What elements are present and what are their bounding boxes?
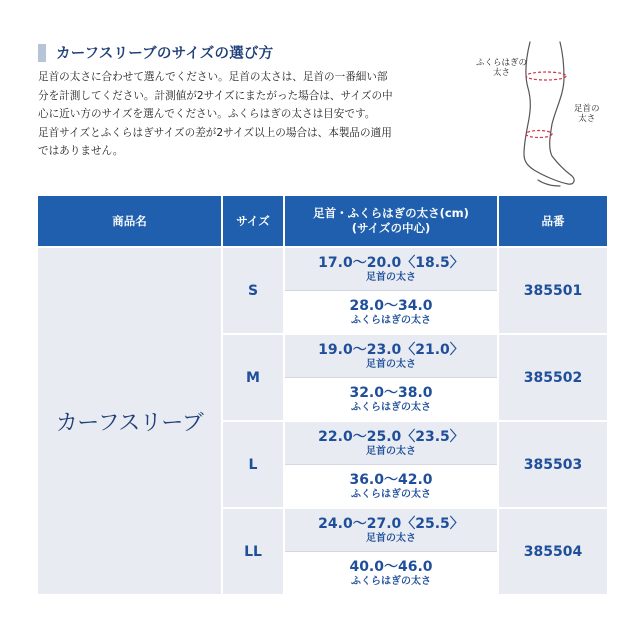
calf-value: 28.0〜34.0 — [349, 297, 433, 314]
product-code: 385502 — [498, 334, 607, 421]
ankle-cell — [284, 334, 498, 378]
table-header-row — [38, 196, 607, 247]
calf-value: 36.0〜42.0 — [349, 471, 433, 488]
size-cell: S — [222, 247, 284, 334]
size-cell: L — [222, 421, 284, 508]
description-line: ではありません。 — [38, 145, 124, 157]
calf-cell — [284, 291, 498, 335]
header-measure-line2: (サイズの中心) — [351, 221, 431, 235]
size-table — [38, 196, 607, 594]
ankle-cell — [284, 247, 498, 291]
product-code: 385504 — [498, 508, 607, 594]
description — [38, 68, 478, 161]
calf-cell — [284, 465, 498, 509]
leg-illustration — [478, 38, 608, 188]
calf-label — [476, 58, 527, 78]
calf-value: 32.0〜38.0 — [349, 384, 433, 401]
calf-label-line: ふくらはぎの — [476, 58, 528, 68]
header-code: 品番 — [498, 196, 607, 247]
page-title: カーフスリーブのサイズの選び方 — [56, 46, 274, 62]
header-product: 商品名 — [38, 196, 222, 247]
ankle-label: 足首の太さ — [366, 358, 416, 370]
ankle-cell — [284, 508, 498, 552]
product-name: カーフスリーブ — [38, 247, 222, 594]
calf-label: ふくらはぎの太さ — [351, 488, 431, 500]
calf-label: ふくらはぎの太さ — [351, 314, 431, 326]
header-measure — [284, 196, 498, 247]
ankle-value: 22.0〜25.0〈23.5〉 — [318, 428, 464, 445]
calf-label-line: 太さ — [493, 68, 511, 78]
ankle-value: 19.0〜23.0〈21.0〉 — [318, 341, 464, 358]
product-code: 385503 — [498, 421, 607, 508]
table-row — [38, 247, 607, 291]
ankle-label: 足首の太さ — [366, 532, 416, 544]
header-measure-line1: 足首・ふくらはぎの太さ(cm) — [313, 206, 469, 220]
ankle-value: 17.0〜20.0〈18.5〉 — [318, 254, 464, 271]
ankle-label-line: 太さ — [578, 114, 596, 124]
ankle-label — [574, 104, 600, 124]
calf-label: ふくらはぎの太さ — [351, 401, 431, 413]
ankle-label-line: 足首の — [574, 104, 600, 114]
description-line: 足首サイズとふくらはぎサイズの差が2サイズ以上の場合は、本製品の適用 — [38, 126, 392, 139]
description-line: 分を計測してください。計測値が2サイズにまたがった場合は、サイズの中 — [38, 89, 393, 102]
product-code: 385501 — [498, 247, 607, 334]
calf-label: ふくらはぎの太さ — [351, 575, 431, 587]
description-line: 足首の太さに合わせて選んでください。足首の太さは、足首の一番細い部 — [38, 71, 388, 83]
ankle-value: 24.0〜27.0〈25.5〉 — [318, 515, 464, 532]
header-size: サイズ — [222, 196, 284, 247]
size-cell: LL — [222, 508, 284, 594]
calf-value: 40.0〜46.0 — [349, 558, 433, 575]
calf-cell — [284, 378, 498, 422]
ankle-label: 足首の太さ — [366, 445, 416, 457]
calf-measure-line — [526, 72, 566, 80]
ankle-label: 足首の太さ — [366, 271, 416, 283]
calf-cell — [284, 552, 498, 595]
ankle-measure-line — [526, 131, 552, 138]
size-cell: M — [222, 334, 284, 421]
description-line: 心に近い方のサイズを選んでください。ふくらはぎの太さは目安です。 — [38, 108, 376, 120]
ankle-cell — [284, 421, 498, 465]
title-accent-bar — [38, 44, 46, 62]
